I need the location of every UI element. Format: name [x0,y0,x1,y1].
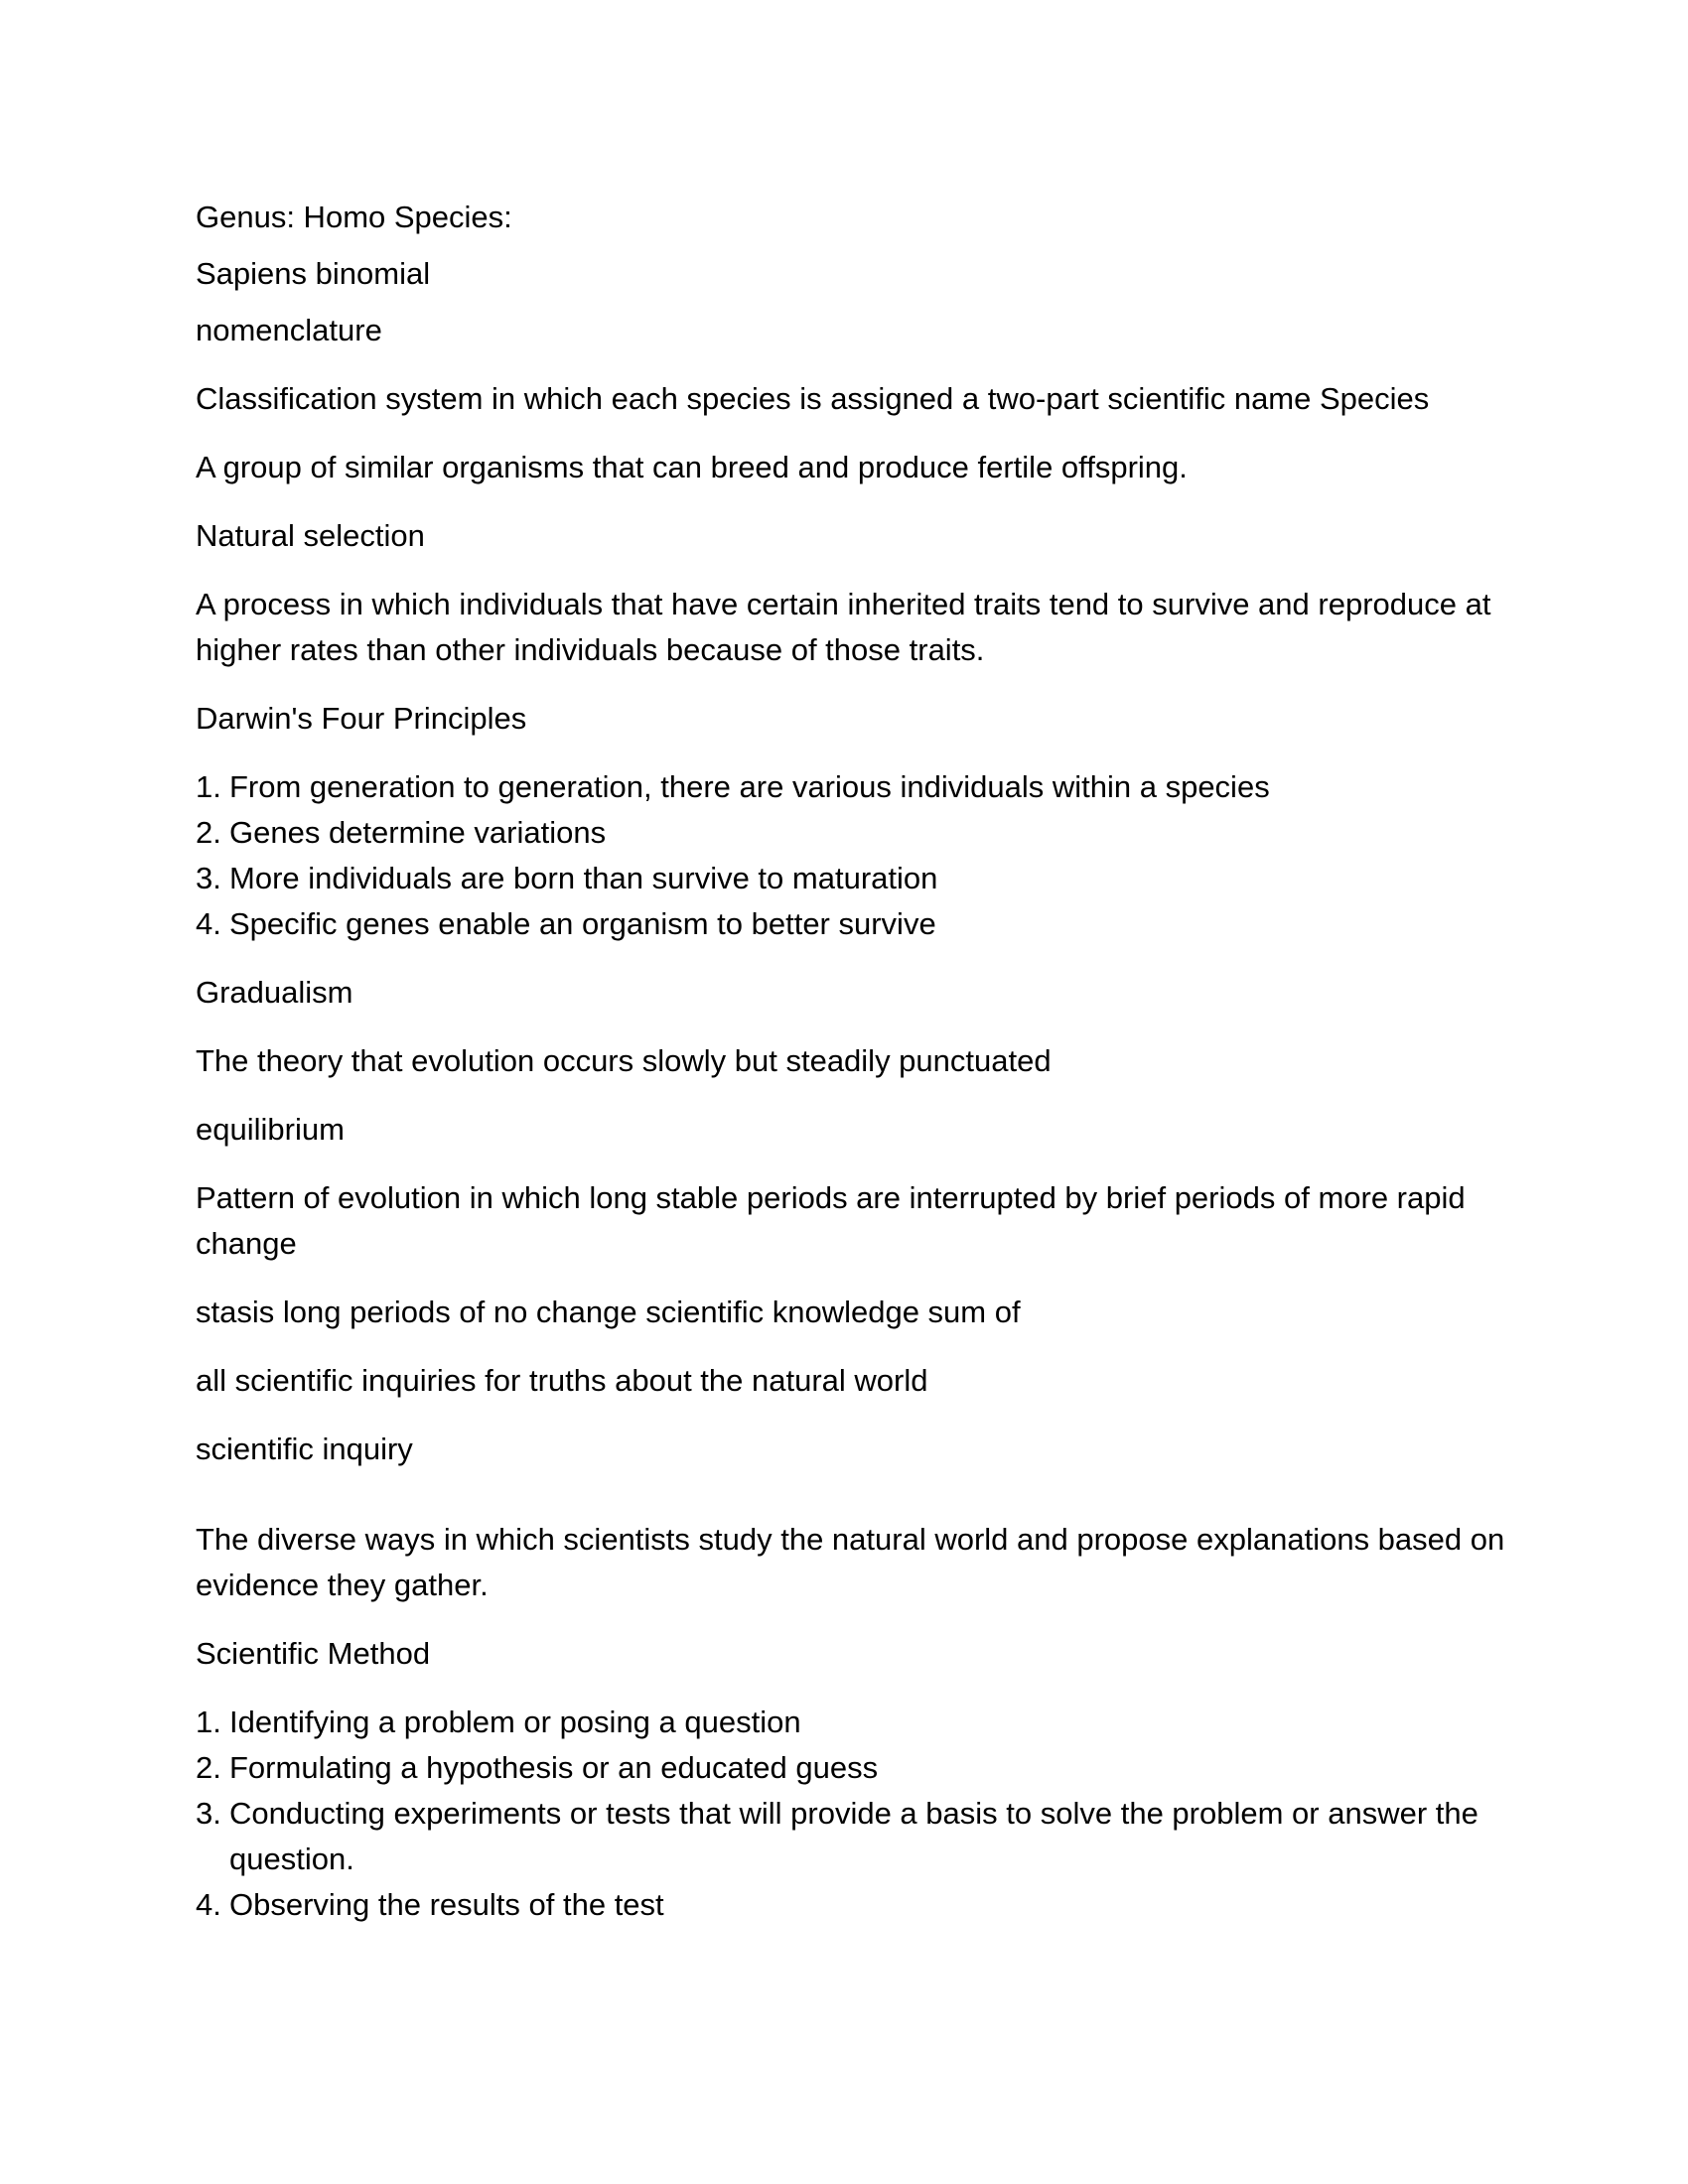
list-number: 4. [196,1887,221,1922]
genus-line: Genus: Homo Species: [196,200,512,234]
definition-stasis: stasis long periods of no change scientific knowledge sum of [196,1295,1021,1329]
term-scientific-inquiry: scientific inquiry [196,1432,413,1466]
list-text: Specific genes enable an organism to better survive [229,906,936,941]
list-text: More individuals are born than survive to maturation [229,861,938,895]
list-text: From generation to generation, there are various individuals within a species [229,769,1270,804]
definition-scientific-inquiry: The diverse ways in which scientists study the natural world and propose explanations based on evidence they gather. [196,1522,1505,1602]
definition-gradualism: The theory that evolution occurs slowly but steadily punctuated [196,1043,1052,1078]
list-text: Observing the results of the test [229,1887,664,1922]
list-number: 1. [196,769,221,804]
list-number: 3. [196,861,221,895]
term-equilibrium: equilibrium [196,1112,345,1147]
term-natural-selection: Natural selection [196,518,425,553]
list-text: Identifying a problem or posing a question [229,1705,801,1739]
list-number: 3. [196,1796,221,1831]
list-item [196,764,1516,810]
list-text: Genes determine variations [229,815,607,850]
list-text: Conducting experiments or tests that will provide a basis to solve the problem or answer the question. [229,1796,1478,1876]
species-line: Sapiens binomial [196,256,431,291]
term-gradualism: Gradualism [196,975,353,1010]
list-item [196,856,1516,901]
list-number: 2. [196,1750,221,1785]
definition-species: A group of similar organisms that can breed and produce fertile offspring. [196,450,1188,484]
term-nomenclature: nomenclature [196,313,382,347]
definition-classification: Classification system in which each species is assigned a two-part scientific name Species [196,381,1430,416]
document-page [196,195,1516,1928]
definition-punctuated-equilibrium: Pattern of evolution in which long stable periods are interrupted by brief periods of more rapid change [196,1180,1466,1261]
list-text: Formulating a hypothesis or an educated guess [229,1750,879,1785]
definition-scientific-knowledge: all scientific inquiries for truths about the natural world [196,1363,928,1398]
list-number: 1. [196,1705,221,1739]
list-item [196,1700,1516,1745]
list-item [196,901,1516,947]
term-scientific-method: Scientific Method [196,1636,431,1671]
list-item [196,1745,1516,1791]
darwin-principles-list [196,764,1516,947]
list-item [196,810,1516,856]
list-number: 4. [196,906,221,941]
list-item [196,1791,1516,1882]
list-item [196,1882,1516,1928]
scientific-method-list [196,1700,1516,1928]
definition-natural-selection: A process in which individuals that have certain inherited traits tend to survive and reproduce at higher rates than other individuals because of those traits. [196,587,1491,667]
term-darwin-principles: Darwin's Four Principles [196,701,527,736]
list-number: 2. [196,815,221,850]
